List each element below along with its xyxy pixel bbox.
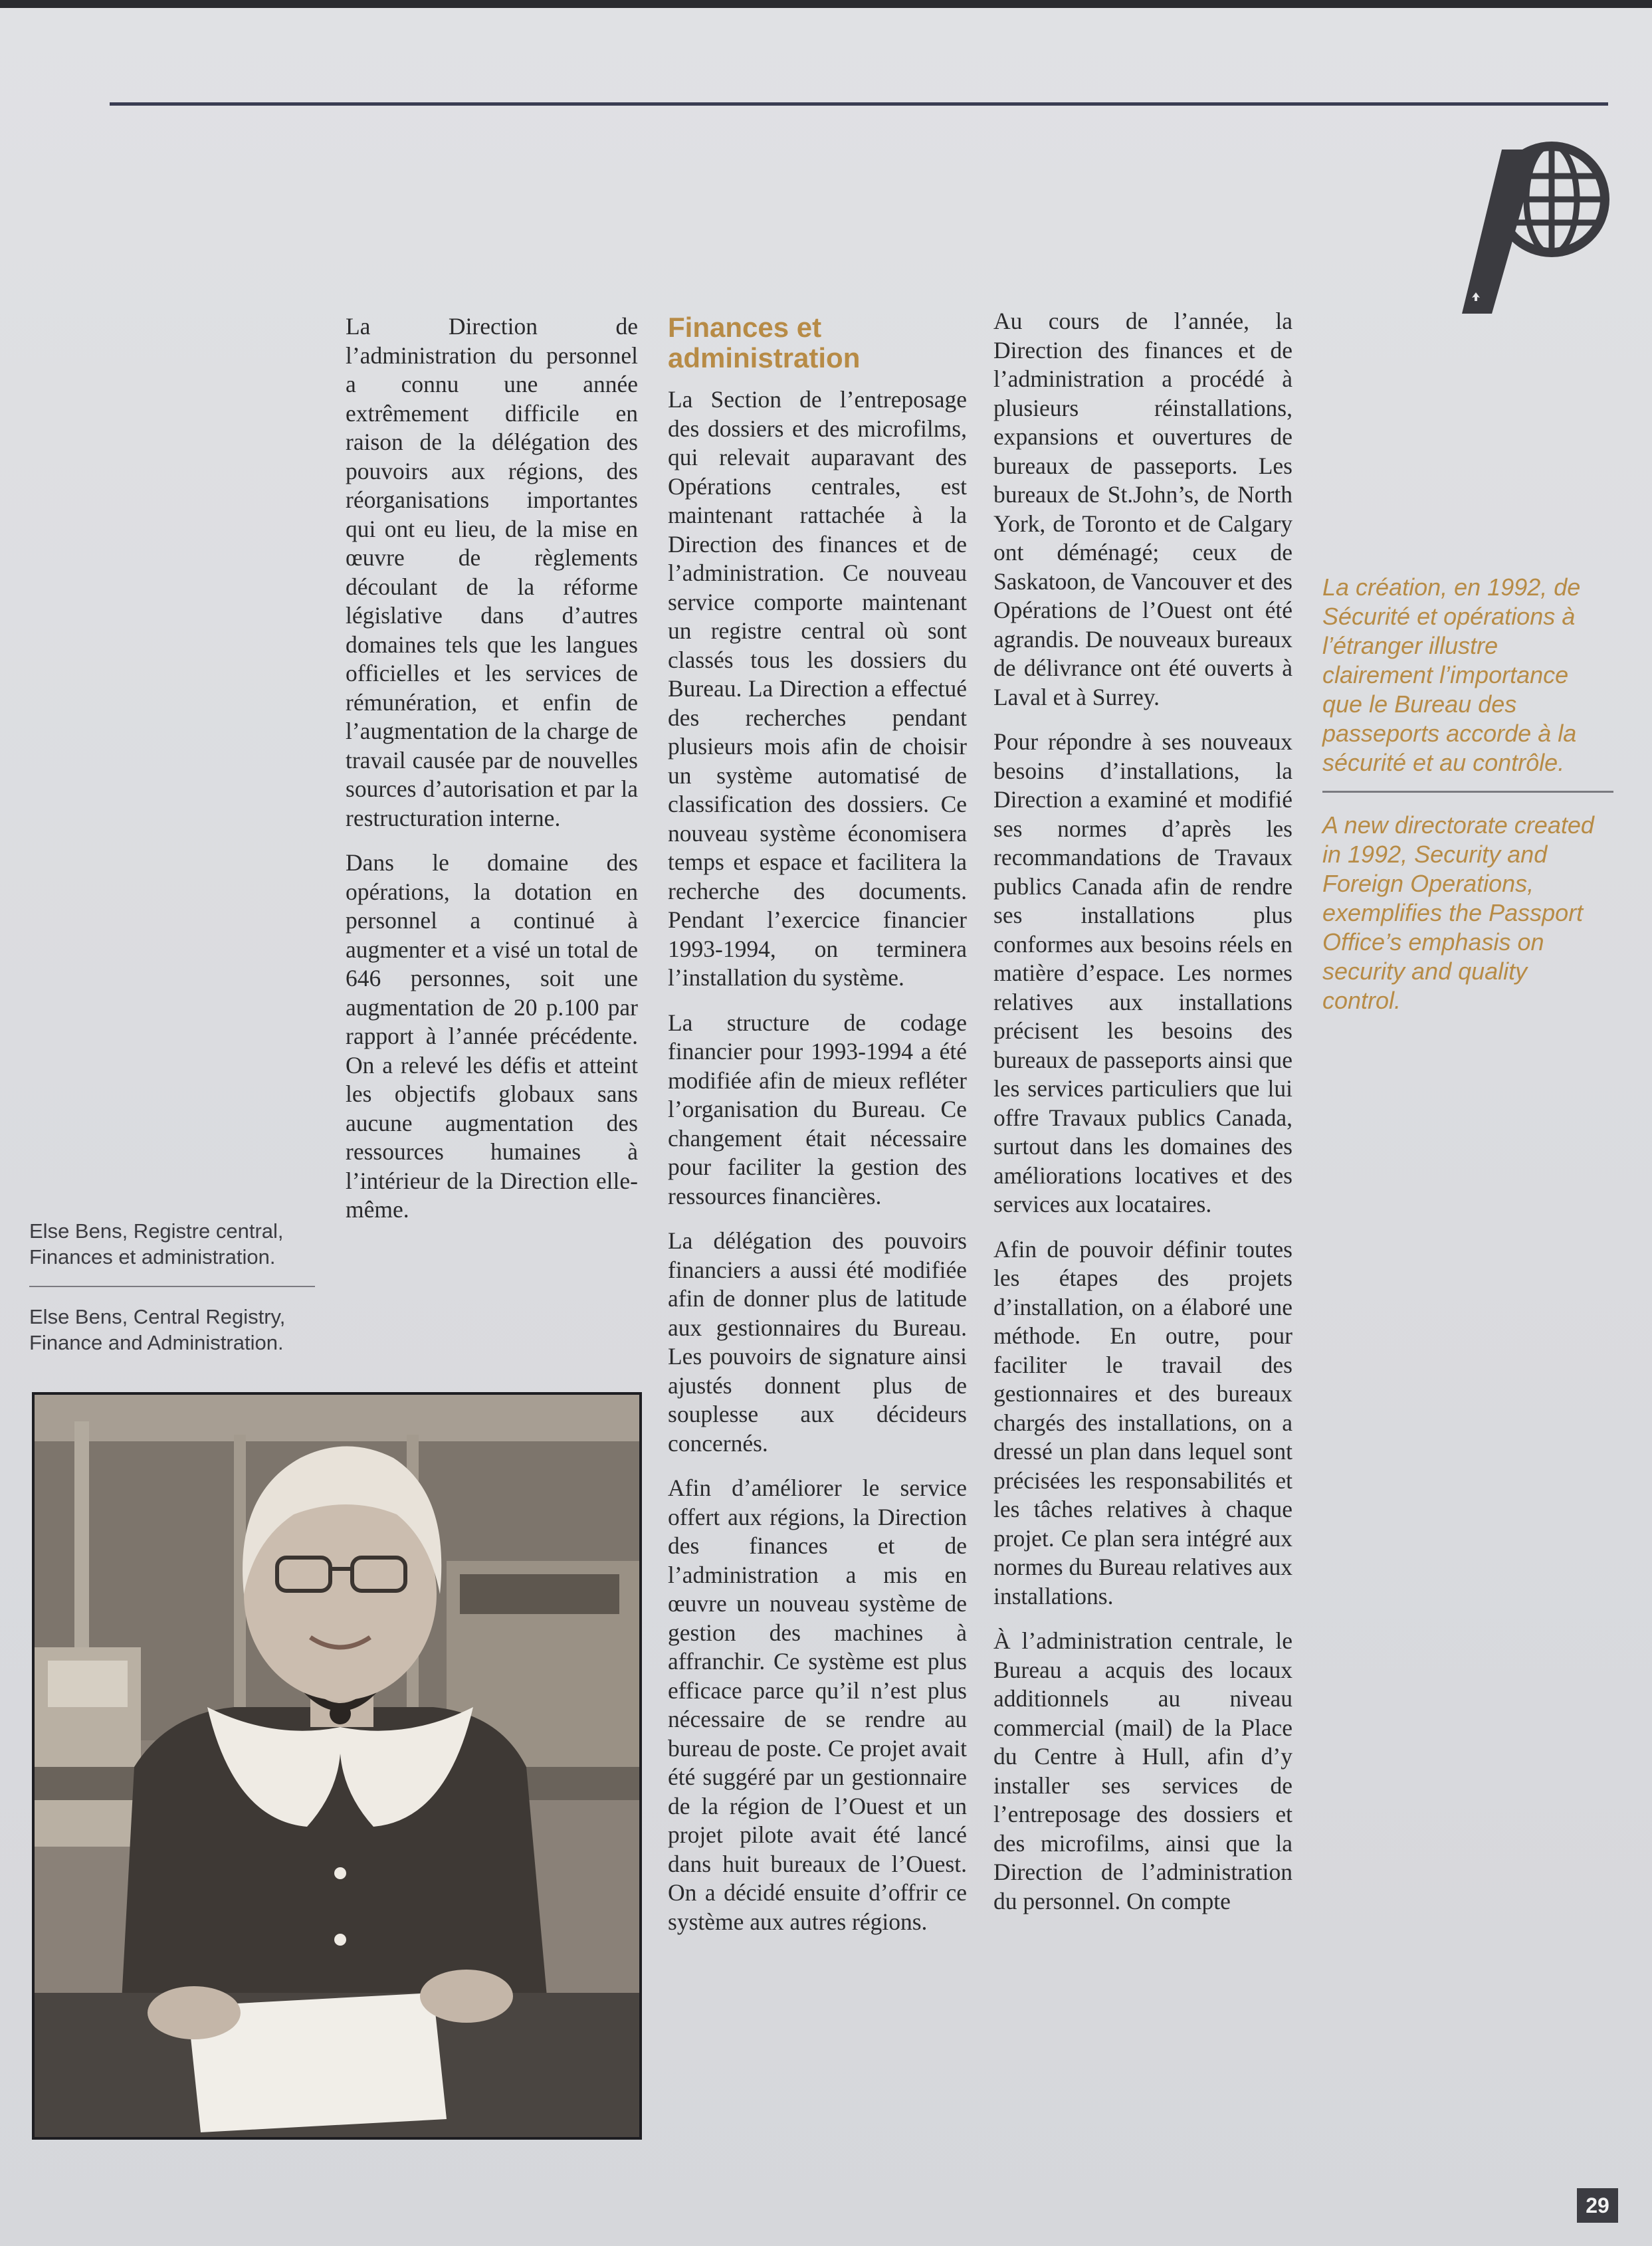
photo-caption-english: Else Bens, Central Registry, Finance and Administration.	[29, 1305, 286, 1354]
header-rule	[110, 102, 1608, 106]
paragraph: Dans le domaine des opérations, la dotation en personnel a continué à augmenter et a visé un total de 646 personnes, soit une augmentation de 20 p.100 par rapport à l’année précédente. On a relevé les défis et atteint les objectifs globaux sans aucune augmentation des ressources humaines à l’intérieur de la Direction elle-même.	[346, 849, 638, 1223]
passport-globe-p-logo-icon	[1459, 140, 1625, 319]
portrait-photo	[32, 1392, 642, 2140]
section-heading: Finances et administration	[668, 312, 861, 373]
column-personnel-administration	[346, 312, 638, 1241]
pull-quote-french: La création, en 1992, de Sécurité et opérations à l’étranger illustre clairement l’importance que le Bureau des passeports accorde à la sécurité et au contrôle.	[1322, 573, 1581, 776]
scan-edge	[0, 0, 1652, 8]
paragraph: La Direction de l’administration du personnel a connu une année extrêmement difficile en raison de la délégation des pouvoirs aux régions, des réorganisations importantes qui ont eu lieu, de la mise en œuvre de règlements découlant de la réforme législative dans d’autres domaines tels que les langues officielles et les services de rémunération, et enfin de l’augmentation de la charge de travail causée par de nouvelles sources d’autorisation et par la restructuration interne.	[346, 313, 638, 831]
paragraph: La Section de l’entreposage des dossiers et des microfilms, qui relevait auparavant des Opérations centrales, est maintenant rattachée à la Direction des finances et de l’administration. Ce nouveau service comporte maintenant un registre central où sont classés tous les dossiers du Bureau. La Direction a effectué des recherches pendant plusieurs mois afin de choisir un système automatisé de classification des dossiers. Ce nouveau système économisera temps et espace et facilitera la recherche des documents. Pendant l’exercice financier 1993-1994, on terminera l’installation du système.	[668, 386, 967, 991]
pull-quote-divider	[1322, 791, 1613, 793]
paragraph: À l’administration centrale, le Bureau a acquis des locaux additionnels au niveau commercial (mail) de la Place du Centre à Hull, afin d’y installer ses services de l’entreposage des dossiers et des microfilms, ainsi que la Direction de l’administration du personnel. On compte	[993, 1627, 1292, 1914]
paragraph: La structure de codage financier pour 1993-1994 a été modifiée afin de mieux refléter l’organisation du Bureau. Ce changement était nécessaire pour faciliter la gestion des ressources financières.	[668, 1009, 967, 1209]
column-finances-administration	[668, 312, 967, 1952]
column-installations	[993, 307, 1292, 1932]
paragraph: Pour répondre à ses nouveaux besoins d’installations, la Direction a examiné et modifié ses normes d’après les recommandations de Travaux publics Canada afin de rendre ses installations plus conformes aux besoins réels en matière d’espace. Les normes relatives aux installations précisent les besoins des bureaux de passeports ainsi que les services particuliers que lui offre Travaux publics Canada, surtout dans les domaines des améliorations locatives et des services aux locataires.	[993, 728, 1292, 1217]
paragraph: La délégation des pouvoirs financiers a aussi été modifiée afin de donner plus de latitude aux gestionnaires du Bureau. Les pouvoirs de signature ainsi ajustés donnent plus de souplesse aux décideurs concernés.	[668, 1227, 967, 1457]
pull-quote-english: A new directorate created in 1992, Security and Foreign Operations, exemplifies the Passport Office’s emphasis on security and quality control.	[1322, 811, 1594, 1014]
paragraph: Au cours de l’année, la Direction des finances et de l’administration a procédé à plusieurs réinstallations, expansions et ouvertures de bureaux de passeports. Les bureaux de St.John’s, de North York, de Toronto et de Calgary ont déménagé; ceux de Saskatoon, de Vancouver et des Opérations de l’Ouest ont été agrandis. De nouveaux bureaux de délivrance ont été ouverts à Laval et à Surrey.	[993, 308, 1292, 710]
caption-divider	[29, 1286, 315, 1287]
paragraph: Afin de pouvoir définir toutes les étapes des projets d’installation, on a élaboré une méthode. En outre, pour faciliter le travail des gestionnaires et des bureaux chargés des installations, on a dressé un plan dans lequel sont précisées les responsabilités et les tâches relatives à chaque projet. Ce plan sera intégré aux normes du Bureau relatives aux installations.	[993, 1235, 1292, 1609]
paragraph: Afin d’améliorer le service offert aux régions, la Direction des finances et de l’administration a mis en œuvre un nouveau système de gestion des machines à affranchir. Ce système est plus efficace parce qu’il n’est plus nécessaire de se rendre au bureau de poste. Ce projet avait été suggéré par un gestionnaire de la région de l’Ouest et un projet pilote avait été lancé dans huit bureaux de l’Ouest. On a décidé ensuite d’offrir ce système aux autres régions.	[668, 1475, 967, 1935]
photo-caption-french: Else Bens, Registre central, Finances et administration.	[29, 1219, 284, 1269]
page-number: 29	[1577, 2188, 1618, 2223]
